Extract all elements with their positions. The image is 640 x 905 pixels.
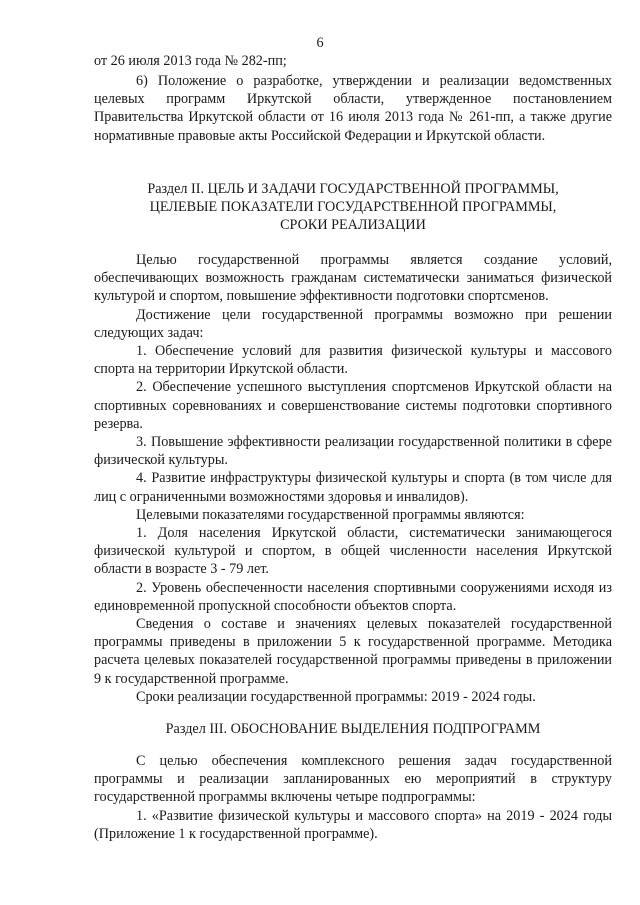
list-item: 2. Обеспечение успешного выступления спортсменов Иркутской области на спортивных соревнованиях и совершенствование системы подготовки спортивного резерва. <box>94 379 612 432</box>
paragraph: Сведения о составе и значениях целевых показателей государственной программы приведены в приложении 5 к государственной программе. Методика расчета целевых показателей государственной программы приведены в приложении 9 к государственной программе. <box>94 616 612 687</box>
list-item: 4. Развитие инфраструктуры физической культуры и спорта (в том числе для лиц с ограниченными возможностями здоровья и инвалидов). <box>94 470 612 505</box>
paragraph: Целевыми показателями государственной программы являются: <box>136 506 525 523</box>
section-3-body <box>94 752 612 843</box>
intro-item-6 <box>94 72 612 145</box>
list-item: 3. Повышение эффективности реализации государственной политики в сфере физической культуры. <box>94 434 612 469</box>
page-number: 6 <box>316 35 324 51</box>
list-item: 1. Доля населения Иркутской области, систематически занимающегося физической культурой и спортом, в общей численности населения Иркутской области в возрасте 3 - 79 лет. <box>94 525 612 578</box>
list-item: 6) Положение о разработке, утверждении и реализации ведомственных целевых программ Иркутской области, утвержденное постановлением Правительства Иркутской области от 16 июля 2013 года № 261-пп, а также другие нормативные правовые акты Российской Федерации и Иркутской области. <box>94 73 612 144</box>
section-2-heading <box>94 180 612 235</box>
section-heading-line: ЦЕЛЕВЫЕ ПОКАЗАТЕЛИ ГОСУДАРСТВЕННОЙ ПРОГРАММЫ, <box>149 199 557 216</box>
list-item: 2. Уровень обеспеченности населения спортивными сооружениями исходя из единовременной пропускной способности объектов спорта. <box>94 579 612 614</box>
intro-line: от 26 июля 2013 года № 282-пп; <box>94 53 287 69</box>
paragraph: Сроки реализации государственной программы: 2019 - 2024 годы. <box>136 688 536 705</box>
paragraph: С целью обеспечения комплексного решения задач государственной программы и реализации запланированных ею мероприятий в структуру государственной программы включены четыре подпрограммы: <box>94 753 612 806</box>
section-heading-line: Раздел III. ОБОСНОВАНИЕ ВЫДЕЛЕНИЯ ПОДПРОГРАММ <box>165 721 541 737</box>
section-heading-line: Раздел II. ЦЕЛЬ И ЗАДАЧИ ГОСУДАРСТВЕННОЙ ПРОГРАММЫ, <box>147 181 559 197</box>
paragraph: Целью государственной программы является создание условий, обеспечивающих возможность гражданам систематически заниматься физической культурой и спортом, повышение эффективности подготовки спортсменов. <box>94 252 612 305</box>
section-3-heading <box>94 720 612 738</box>
paragraph: Достижение цели государственной программы возможно при решении следующих задач: <box>94 306 612 341</box>
list-item: 1. «Развитие физической культуры и массового спорта» на 2019 - 2024 годы (Приложение 1 к государственной программе). <box>94 807 612 842</box>
intro-continuation <box>94 52 612 70</box>
list-item: 1. Обеспечение условий для развития физической культуры и массового спорта на территории Иркутской области. <box>94 343 612 378</box>
section-2-body <box>94 251 612 706</box>
section-heading-line: СРОКИ РЕАЛИЗАЦИИ <box>280 217 426 234</box>
